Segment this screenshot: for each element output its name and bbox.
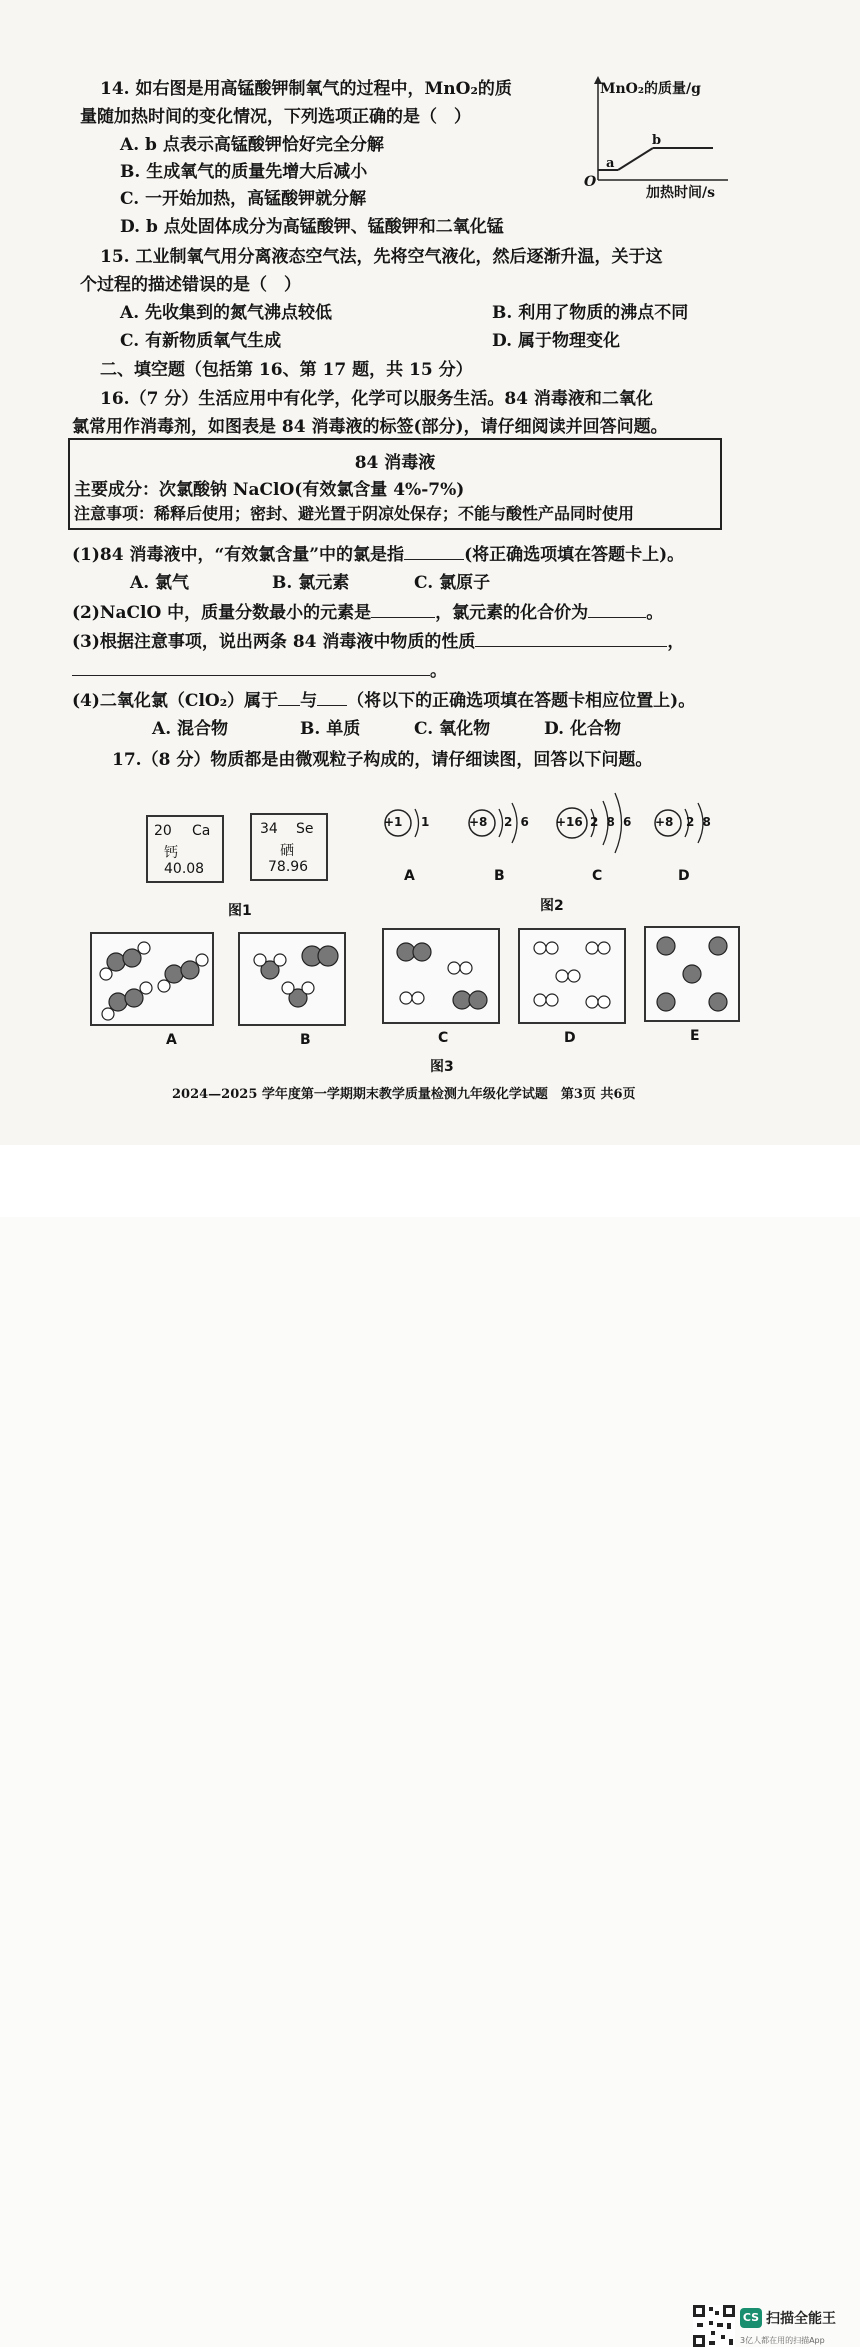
graph-xlabel: 加热时间/s — [646, 185, 715, 201]
particle-box-a — [90, 932, 214, 1026]
camscanner-logo-icon: CS — [740, 2308, 762, 2328]
atom-c-shells: 2 8 6 — [590, 815, 634, 829]
q16-part4-option-b: B. 单质 — [300, 719, 361, 739]
cell-se-number: 34 — [260, 821, 278, 837]
q16-part1 — [72, 540, 684, 565]
atom-b-label: B — [494, 868, 505, 884]
q16-part4-option-d: D. 化合物 — [544, 719, 621, 739]
scanner-watermark — [0, 1145, 860, 2345]
q15-stem-line1: 15. 工业制氧气用分离液态空气法，先将空气液化，然后逐渐升温，关于这 — [100, 247, 663, 267]
q15-option-c: C. 有新物质氧气生成 — [120, 331, 282, 351]
q14-option-b: B. 生成氧气的质量先增大后减小 — [120, 162, 368, 182]
q15-option-a: A. 先收集到的氮气沸点较低 — [120, 303, 333, 323]
q14-stem-line1: 14. 如右图是用高锰酸钾制氧气的过程中，MnO₂的质 — [100, 79, 512, 99]
atom-b-nucleus: +8 — [469, 815, 488, 829]
q16-part4-option-a: A. 混合物 — [152, 719, 229, 739]
particle-box-a-drawing — [92, 934, 212, 1024]
figure-1-caption: 图1 — [228, 903, 252, 919]
q16-part4-blank2 — [317, 691, 347, 706]
particle-box-d-drawing — [520, 930, 624, 1022]
q16-part1-option-b: B. 氯元素 — [272, 573, 350, 593]
q16-part3-comma: ， — [667, 632, 685, 652]
q14-option-d: D. b 点处固体成分为高锰酸钾、锰酸钾和二氧化锰 — [120, 217, 504, 237]
atom-a-label: A — [404, 868, 415, 884]
exam-page — [0, 0, 860, 1145]
particle-box-e — [644, 926, 740, 1022]
q16-part3 — [72, 627, 684, 652]
graph-point-a: a — [606, 156, 615, 171]
q16-part3-line2 — [72, 656, 447, 681]
particle-box-c — [382, 928, 500, 1024]
figure-3-caption: 图3 — [430, 1059, 454, 1075]
particle-box-e-drawing — [646, 928, 738, 1020]
q16-part4-suffix: （将以下的正确选项填在答题卡相应位置上)。 — [347, 691, 696, 711]
qr-code-icon — [693, 2305, 735, 2347]
cell-ca-symbol: Ca — [192, 823, 211, 839]
q15-option-b: B. 利用了物质的沸点不同 — [492, 303, 689, 323]
page-footer: 2024—2025 学年度第一学期期末教学质量检测九年级化学试题 第3页 共6页 — [172, 1087, 636, 1102]
box-c-label: C — [438, 1030, 449, 1046]
cell-ca-mass: 40.08 — [164, 861, 205, 877]
atom-d-shells: 2 8 — [686, 815, 713, 829]
label-precautions: 注意事项：稀释后使用；密封、避光置于阴凉处保存；不能与酸性产品同时使用 — [74, 504, 635, 523]
figure-2-caption: 图2 — [540, 898, 564, 914]
q16-part1-blank — [404, 545, 464, 560]
q16-part2 — [72, 598, 663, 623]
q14-option-a: A. b 点表示高锰酸钾恰好完全分解 — [120, 135, 384, 155]
element-cell-ca — [146, 815, 224, 883]
graph-ylabel: MnO₂的质量/g — [600, 81, 701, 97]
q16-part4-text: (4)二氧化氯（ClO₂）属于 — [72, 691, 279, 711]
disinfectant-label-box — [68, 438, 722, 530]
q16-part2-blank2 — [588, 603, 646, 618]
q16-part4-and: 与 — [300, 691, 318, 711]
q16-part4-blank1 — [278, 691, 300, 706]
atom-c-nucleus: +16 — [556, 815, 583, 829]
q16-part4-option-c: C. 氧化物 — [414, 719, 491, 739]
q16-part3-period: 。 — [430, 661, 447, 681]
section-2-heading: 二、填空题（包括第 16、第 17 题，共 15 分） — [100, 360, 473, 380]
q16-part2-text: (2)NaClO 中，质量分数最小的元素是 — [72, 603, 372, 623]
q15-option-d: D. 属于物理变化 — [492, 331, 620, 351]
q15-stem-line2: 个过程的描述错误的是（ ） — [80, 275, 301, 295]
box-b-label: B — [300, 1032, 311, 1048]
atom-structure-diagrams — [370, 785, 720, 875]
cell-se-name: 硒 — [280, 843, 294, 859]
q16-part2-end: 。 — [646, 603, 664, 623]
brand-name: 扫描全能王 — [766, 2311, 836, 2327]
cell-ca-name: 钙 — [164, 845, 178, 861]
q16-part2-mid: ，氯元素的化合价为 — [435, 603, 589, 623]
graph-point-b: b — [652, 133, 662, 148]
q16-stem-line1: 16.（7 分）生活应用中有化学，化学可以服务生活。84 消毒液和二氧化 — [100, 389, 653, 409]
atom-a-shells: 1 — [421, 815, 430, 829]
element-cell-se — [250, 813, 328, 881]
brand-tagline: 3亿人都在用的扫描App — [740, 2336, 825, 2345]
box-a-label: A — [166, 1032, 177, 1048]
q14-option-c: C. 一开始加热，高锰酸钾就分解 — [120, 189, 367, 209]
label-main-ingredient: 主要成分：次氯酸钠 NaClO(有效氯含量 4%-7%) — [74, 480, 465, 500]
q16-part1-option-c: C. 氯原子 — [414, 573, 491, 593]
particle-box-b-drawing — [240, 934, 344, 1024]
box-e-label: E — [690, 1028, 700, 1044]
atom-b-shells: 2 6 — [504, 815, 531, 829]
q16-part3-blank1 — [475, 632, 667, 647]
q17-stem: 17.（8 分）物质都是由微观粒子构成的，请仔细读图，回答以下问题。 — [112, 750, 653, 770]
atom-d-nucleus: +8 — [655, 815, 674, 829]
q16-part1-suffix: (将正确选项填在答题卡上)。 — [464, 545, 685, 565]
particle-box-d — [518, 928, 626, 1024]
cell-se-mass: 78.96 — [268, 859, 309, 875]
atom-d-label: D — [678, 868, 690, 884]
graph-rise — [618, 148, 653, 170]
label-title: 84 消毒液 — [354, 453, 436, 473]
q16-part3-text: (3)根据注意事项，说出两条 84 消毒液中物质的性质 — [72, 632, 476, 652]
cell-se-symbol: Se — [296, 821, 314, 837]
atom-c-label: C — [592, 868, 603, 884]
graph-origin: O — [584, 174, 597, 190]
q16-stem-line2: 氯常用作消毒剂，如图表是 84 消毒液的标签(部分)，请仔细阅读并回答问题。 — [72, 417, 668, 437]
q16-part4 — [72, 686, 695, 711]
particle-box-b — [238, 932, 346, 1026]
q16-part1-text: (1)84 消毒液中，“有效氯含量”中的氯是指 — [72, 545, 405, 565]
cell-ca-number: 20 — [154, 823, 172, 839]
atom-a-nucleus: +1 — [384, 815, 403, 829]
q14-stem-line2: 量随加热时间的变化情况，下列选项正确的是（ ） — [80, 107, 471, 127]
q16-part2-blank1 — [371, 603, 435, 618]
q16-part3-blank2 — [72, 661, 430, 676]
particle-box-c-drawing — [384, 930, 498, 1022]
box-d-label: D — [564, 1030, 576, 1046]
q16-part1-option-a: A. 氯气 — [130, 573, 190, 593]
